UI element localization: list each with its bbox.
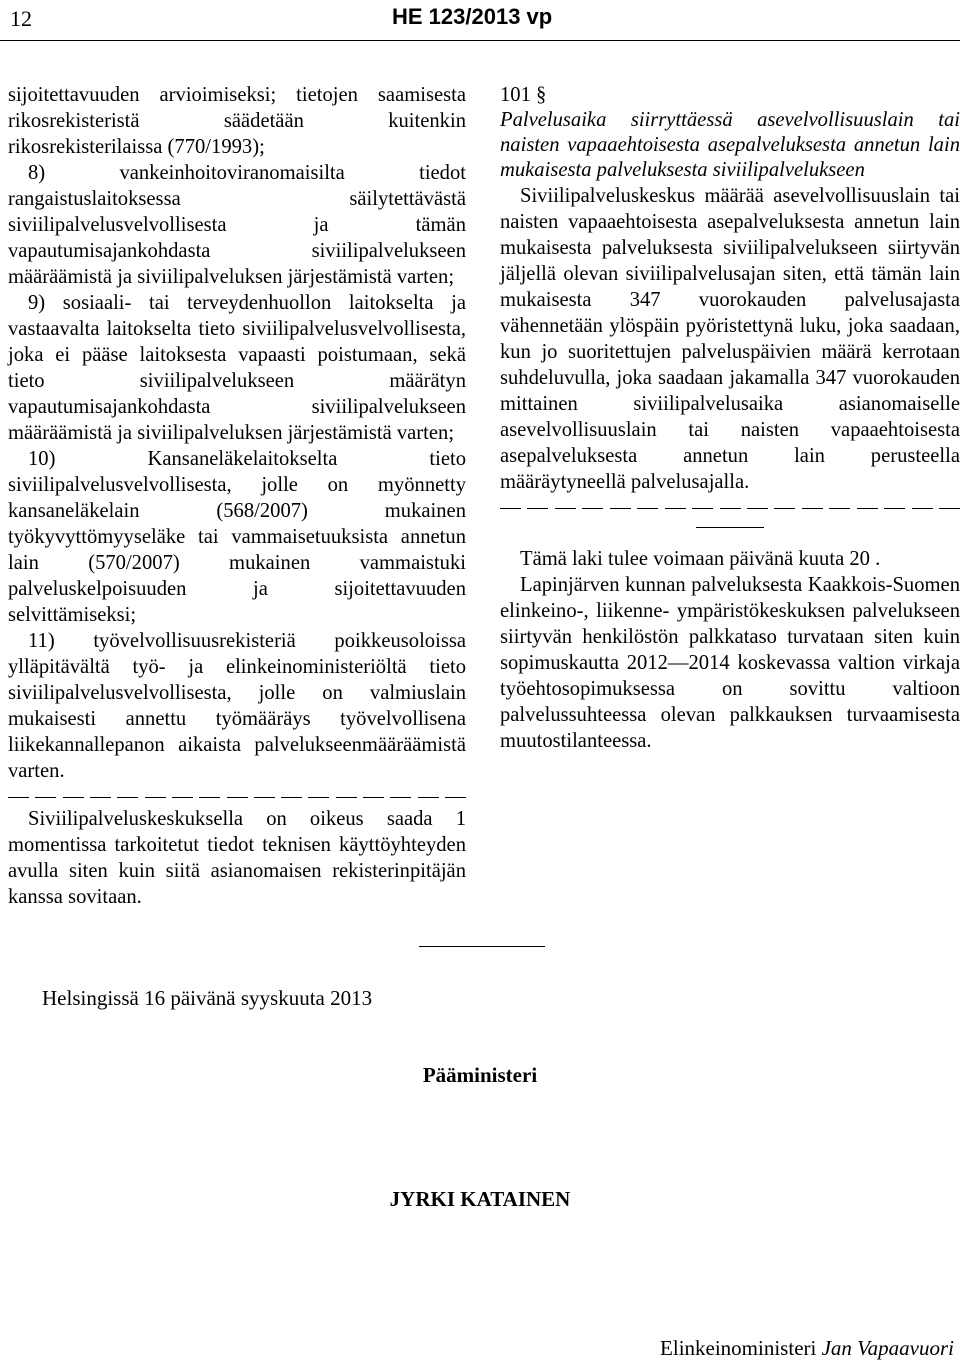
signatory-role: Pääministeri	[422, 1063, 538, 1087]
transition-provision: Lapinjärven kunnan palveluksesta Kaakkois-Suomen elinkeino-, liikenne- ympäristökeskuksen palvelukseen siirtyvän henkilöstön palkkataso turvataan siten kuin sopimuskautta 2012—2014 koskevassa valtion virkaja työehtosopimuksessa on sovittu valtioon palvelussuhteessa olevan palkkauksen turvaamisesta muutostilanteessa.	[500, 574, 960, 752]
paragraph-technical-access: Siviilipalveluskeskuksella on oikeus saada 1 momentissa tarkoitetut tiedot teknisen käyttöyhteyden avulla siten kuin siitä asianomaisen rekisterinpitäjän kanssa sovitaan.	[8, 808, 466, 908]
entry-into-force: Tämä laki tulee voimaan päivänä kuuta 20 .	[520, 548, 881, 570]
right-column	[500, 82, 960, 754]
section-text: Siviilipalveluskeskus määrää asevelvollisuuslain tai naisten vapaaehtoisesta asepalveluksesta annetun lain mukaisesta palveluksesta siviilipalvelukseen siirtyvän jäljellä olevan siviilipalvelusajan siten, että tämän lain mukaisesta 347 vuorokauden palvelusajasta vähennetään ylöspäin pyöristettynä luku, joka saadaan, kun jo suoritettujen palveluspäivien määrä kerrotaan suhdeluvulla, joka saadaan jakamalla 347 vuorokauden mittainen siviilipalvelusaika asianomaiselle asevelvollisuuslain tai naisten vapaaehtoisesta asepalveluksesta annetun lain perusteella määräytyneellä palvelusajalla.	[500, 185, 960, 493]
header-rule	[0, 40, 960, 41]
short-rule	[696, 527, 764, 528]
paragraph-continuation: sijoitettavuuden arvioimiseksi; tietojen saamisesta rikosrekisteristä säädetään kuitenkin rikosrekisterilaissa (770/1993);	[8, 84, 466, 158]
dash-separator	[8, 792, 466, 802]
list-item-11: 11) työvelvollisuusrekisteriä poikkeusoloissa ylläpitävältä työ- ja elinkeinoministeriöltä tieto siviilipalvelusvelvollisesta, jolle on valmiuslain mukaisesti annettu työmääräys työvelvollisena liikekannallepanon aikaista palvelukseenmääräämistä varten.	[8, 630, 466, 782]
dash-separator	[500, 503, 960, 513]
list-item-9: 9) sosiaali- tai terveydenhuollon laitokselta ja vastaavalta laitokselta tieto siviilipalvelusvelvollisesta, joka ei pääse laitoksesta vapaasti poistumaan, sekä tieto siviilipalvelukseen määrätyn vapautumisajankohdasta siviilipalvelukseen määräämistä ja siviilipalveluksen järjestämistä varten;	[8, 292, 466, 444]
list-item-10: 10) Kansaneläkelaitokselta tieto siviilipalvelusvelvollisesta, jolle on myönnetty kansaneläkelain (568/2007) mukainen työkyvyttömyyseläke tai vammaisetuuksista annetun lain (570/2007) mukainen vammaistuki palveluskelpoisuuden ja sijoitettavuuden selvittämiseksi;	[8, 448, 466, 626]
left-column	[8, 82, 466, 910]
list-item-8: 8) vankeinhoitoviranomaisilta tiedot rangaistuslaitoksessa säilytettävästä siviilipalvelusvelvollisesta ja tämän vapautumisajankohdasta siviilipalvelukseen määräämistä ja siviilipalveluksen järjestämistä varten;	[8, 162, 466, 288]
countersignature	[660, 1336, 954, 1361]
section-number: 101 §	[500, 84, 547, 106]
page-header	[0, 0, 960, 40]
document-id: HE 123/2013 vp	[392, 4, 553, 29]
place-date: Helsingissä 16 päivänä syyskuuta 2013	[42, 986, 373, 1010]
minister-title: Elinkeinoministeri	[660, 1336, 817, 1360]
page-number: 12	[10, 6, 32, 31]
minister-name: Jan Vapaavuori	[821, 1336, 954, 1360]
end-rule	[419, 946, 545, 947]
section-title: Palvelusaika siirryttäessä asevelvollisuuslain tai naisten vapaaehtoisesta asepalveluksesta annetun lain mukaisesta palveluksesta siviilipalvelukseen	[500, 109, 960, 181]
signatory-name: JYRKI KATAINEN	[389, 1187, 571, 1211]
